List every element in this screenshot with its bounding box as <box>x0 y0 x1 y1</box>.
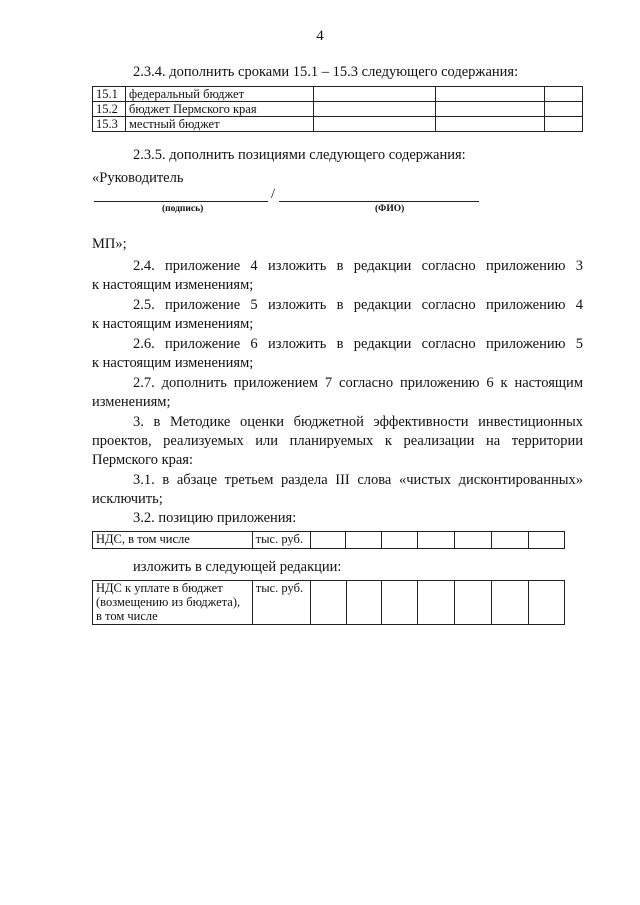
term-name: федеральный бюджет <box>125 87 313 102</box>
new-position-label: НДС к уплате в бюджет (возмещению из бюджета), в том числе <box>93 581 253 625</box>
head-title: «Руководитель <box>92 170 184 186</box>
paragraph-2-7-line2: изменениям; <box>92 394 171 410</box>
table-row <box>93 102 583 117</box>
paragraph-2-6-line1: 2.6. приложение 6 изложить в редакции согласно приложению 5 <box>133 336 583 352</box>
paragraph-2-5-line1: 2.5. приложение 5 изложить в редакции согласно приложению 4 <box>133 297 583 313</box>
paragraph-3-1-line2: исключить; <box>92 491 163 507</box>
term-code: 15.2 <box>93 102 126 117</box>
paragraph-3-line1: 3. в Методике оценки бюджетной эффективности инвестиционных <box>133 414 583 430</box>
new-position-unit: тыс. руб. <box>252 581 310 625</box>
term-code: 15.1 <box>93 87 126 102</box>
term-name: местный бюджет <box>125 117 313 132</box>
paragraph-2-5-line2: к настоящим изменениям; <box>92 316 254 332</box>
terms-table <box>92 86 583 132</box>
sign-slash: / <box>271 186 276 202</box>
mp-stamp-text: МП»; <box>92 236 127 252</box>
table-row <box>93 87 583 102</box>
paragraph-2-7-line1: 2.7. дополнить приложением 7 согласно приложению 6 к настоящим <box>133 375 583 391</box>
paragraph-2-4-line2: к настоящим изменениям; <box>92 277 254 293</box>
table-row <box>93 532 565 549</box>
paragraph-3-2: 3.2. позицию приложения: <box>133 510 297 526</box>
new-position-table <box>92 580 565 625</box>
paragraph-3-1-line1: 3.1. в абзаце третьем раздела III слова «чистых дисконтированных» <box>133 472 583 488</box>
page-number: 4 <box>316 28 324 44</box>
paragraph-2-3-4: 2.3.4. дополнить сроками 15.1 – 15.3 следующего содержания: <box>133 64 519 80</box>
old-position-label: НДС, в том числе <box>93 532 253 549</box>
paragraph-3-line3: Пермского края: <box>92 452 193 468</box>
paragraph-edit: изложить в следующей редакции: <box>133 559 342 575</box>
term-code: 15.3 <box>93 117 126 132</box>
signature-line <box>94 201 268 202</box>
term-name: бюджет Пермского края <box>125 102 313 117</box>
old-position-unit: тыс. руб. <box>252 532 310 549</box>
paragraph-2-3-5: 2.3.5. дополнить позициями следующего содержания: <box>133 147 466 163</box>
paragraph-2-6-line2: к настоящим изменениям; <box>92 355 254 371</box>
table-row <box>93 581 565 625</box>
caption-signature: (подпись) <box>162 204 204 214</box>
caption-fio: (ФИО) <box>375 204 405 214</box>
old-position-table <box>92 531 565 549</box>
paragraph-3-line2: проектов, реализуемых или планируемых к реализации на территории <box>92 433 583 449</box>
fio-line <box>279 201 479 202</box>
table-row <box>93 117 583 132</box>
paragraph-2-4-line1: 2.4. приложение 4 изложить в редакции согласно приложению 3 <box>133 258 583 274</box>
